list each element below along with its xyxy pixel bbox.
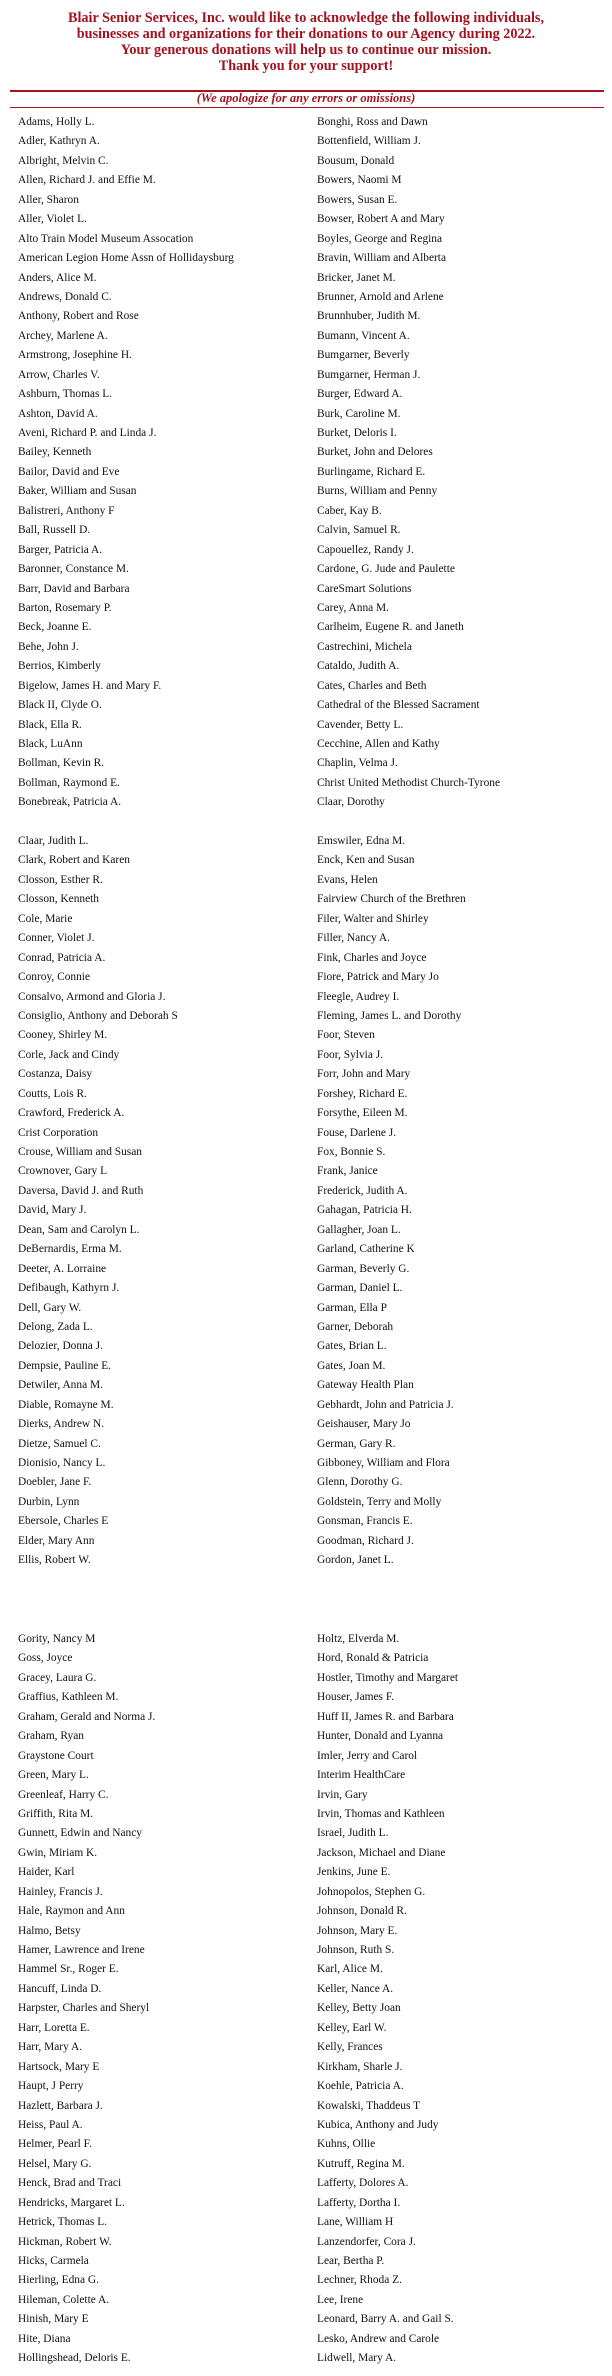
donor-name: Dean, Sam and Carolyn L. (18, 1223, 140, 1236)
donor-name: Garland, Catherine K (317, 1243, 415, 1256)
donor-name: Crownover, Gary L (18, 1165, 108, 1178)
donor-name: Karl, Alice M. (317, 1963, 383, 1976)
donor-name: Dierks, Andrew N. (18, 1418, 105, 1431)
donor-name: Bailor, David and Eve (18, 465, 120, 478)
donor-name: Henck, Brad and Traci (18, 2177, 122, 2190)
donor-name: Hunter, Donald and Lyanna (317, 1730, 444, 1743)
donor-name: Bowser, Robert A and Mary (317, 213, 445, 226)
donor-name: Hollingshead, Deloris E. (18, 2352, 131, 2365)
donor-name: Cole, Marie (18, 912, 73, 925)
donor-name: Gunnett, Edwin and Nancy (18, 1827, 143, 1840)
donor-name: Clark, Robert and Karen (18, 854, 130, 867)
donor-name: Bricker, Janet M. (317, 271, 396, 284)
donor-name: Israel, Judith L. (317, 1827, 389, 1840)
donor-name: Baker, William and Susan (18, 485, 137, 498)
donor-name: Foor, Sylvia J. (317, 1048, 383, 1061)
donor-name: Daversa, David J. and Ruth (18, 1184, 144, 1197)
donor-name: Haider, Karl (18, 1866, 75, 1879)
donor-name: Bravin, William and Alberta (317, 252, 447, 265)
donor-name: Ashton, David A. (18, 407, 98, 420)
donor-name: Hendricks, Margaret L. (18, 2196, 125, 2209)
donor-name: Cooney, Shirley M. (18, 1029, 108, 1042)
donor-name: Gates, Brian L. (317, 1340, 387, 1353)
donor-name: Helsel, Mary G. (18, 2157, 92, 2170)
donor-name: Adams, Holly L. (18, 116, 95, 128)
donor-name: Detwiler, Anna M. (18, 1379, 103, 1392)
donor-name: Gebhardt, John and Patricia J. (317, 1398, 454, 1411)
donor-name: Johnson, Mary E. (317, 1924, 398, 1937)
donor-name: Barton, Rosemary P. (18, 601, 112, 614)
donor-name: Hartsock, Mary E (18, 2060, 100, 2073)
donor-name: Burger, Edward A. (317, 388, 403, 401)
donor-name: Enck, Ken and Susan (317, 854, 415, 867)
donor-name: Bottenfield, William J. (317, 135, 421, 148)
donor-name: Gahagan, Patricia H. (317, 1204, 412, 1217)
donor-name: Ellis, Robert W. (18, 1554, 91, 1567)
donor-name: Burket, Deloris I. (317, 427, 397, 439)
donor-column-left (18, 1630, 308, 2369)
donor-name: Griffith, Rita M. (18, 1807, 94, 1820)
donor-name: Burket, John and Delores (317, 446, 433, 459)
donor-name: Foor, Steven (317, 1029, 375, 1042)
donor-name: Goodman, Richard J. (317, 1534, 414, 1547)
donor-name: Graham, Gerald and Norma J. (18, 1710, 156, 1723)
donor-name: Forsythe, Eileen M. (317, 1107, 408, 1120)
apology-note: (We apologize for any errors or omissions) (196, 91, 416, 105)
donor-name: Diable, Romayne M. (18, 1398, 114, 1411)
donor-name: Bigelow, James H. and Mary F. (18, 679, 162, 692)
donor-name: Consalvo, Armond and Gloria J. (18, 990, 166, 1003)
donor-name: Bollman, Raymond E. (18, 776, 120, 789)
donor-name: Claar, Dorothy (317, 796, 385, 809)
donor-name: Behe, John J. (18, 640, 79, 653)
donor-name: Carlheim, Eugene R. and Janeth (317, 621, 464, 634)
donor-name: Holtz, Elverda M. (317, 1633, 400, 1645)
donor-name: Lafferty, Dortha I. (317, 2196, 401, 2209)
donor-name: Lanzendorfer, Cora J. (317, 2235, 416, 2248)
donor-name: Dempsie, Pauline E. (18, 1359, 112, 1372)
donor-name: Bowers, Naomi M (317, 174, 402, 187)
donor-name: CareSmart Solutions (317, 582, 412, 595)
donor-name: Capouellez, Randy J. (317, 543, 414, 556)
donor-name: Garman, Ella P (317, 1301, 387, 1314)
donor-name: Kelly, Frances (317, 2041, 383, 2054)
donor-name: Gority, Nancy M (18, 1633, 96, 1645)
donor-name: Delozier, Donna J. (18, 1340, 103, 1353)
donor-name: Ebersole, Charles E (18, 1515, 109, 1528)
donor-name: Fleming, James L. and Dorothy (317, 1009, 462, 1022)
donor-name: Adler, Kathryn A. (18, 135, 100, 148)
donor-name: Hainley, Francis J. (18, 1885, 103, 1898)
donor-name: Frederick, Judith A. (317, 1184, 408, 1197)
donor-name: Elder, Mary Ann (18, 1534, 95, 1547)
donor-name: Bollman, Kevin R. (18, 757, 105, 770)
donor-name: Anthony, Robert and Rose (18, 310, 139, 323)
donor-name: Ashburn, Thomas L. (18, 388, 113, 401)
donor-name: Gonsman, Francis E. (317, 1515, 413, 1528)
donor-name: Lechner, Rhoda Z. (317, 2274, 402, 2287)
donor-name: Hinish, Mary E (18, 2313, 89, 2326)
donor-name: Gallagher, Joan L. (317, 1223, 401, 1236)
donor-column-right (317, 832, 607, 1571)
donor-name: Brunnhuber, Judith M. (317, 310, 421, 323)
donor-name: Graffius, Kathleen M. (18, 1691, 119, 1704)
donor-name: Hileman, Colette A. (18, 2293, 110, 2306)
donor-name: Coutts, Lois R. (18, 1087, 87, 1100)
donor-name: Caber, Kay B. (317, 504, 382, 517)
donor-name: Chaplin, Velma J. (317, 757, 398, 770)
donor-name: Bonghi, Ross and Dawn (317, 116, 428, 128)
donor-name: Gibboney, William and Flora (317, 1457, 450, 1469)
donor-name: Cates, Charles and Beth (317, 679, 427, 692)
donor-name: Baronner, Constance M. (18, 563, 129, 576)
donor-name: Barger, Patricia A. (18, 543, 103, 556)
donor-name: Forshey, Richard E. (317, 1087, 408, 1100)
donor-name: Aller, Violet L. (18, 213, 87, 226)
donor-name: Carey, Anna M. (317, 601, 390, 614)
donor-name: Lidwell, Mary A. (317, 2352, 397, 2365)
donor-name: Halmo, Betsy (18, 1924, 81, 1937)
donor-name: Emswiler, Edna M. (317, 835, 406, 847)
donor-name: Graystone Court (18, 1749, 94, 1762)
donor-name: Lane, William H (317, 2216, 394, 2229)
donor-name: Harpster, Charles and Sheryl (18, 2002, 150, 2015)
donor-name: Bowers, Susan E. (317, 193, 398, 206)
donor-name: Anders, Alice M. (18, 271, 97, 284)
donor-name: Gwin, Miriam K. (18, 1846, 98, 1859)
donor-name: Helmer, Pearl F. (18, 2138, 92, 2151)
donor-name: Gordon, Janet L. (317, 1554, 394, 1567)
donor-name: Albright, Melvin C. (18, 154, 109, 167)
donor-name: Leonard, Barry A. and Gail S. (317, 2313, 454, 2326)
donor-name: Hammel Sr., Roger E. (18, 1963, 119, 1976)
donor-name: Irvin, Thomas and Kathleen (317, 1807, 445, 1820)
donor-name: Consiglio, Anthony and Deborah S (18, 1009, 178, 1022)
donor-name: Gateway Health Plan (317, 1379, 414, 1392)
donor-name: Hierling, Edna G. (18, 2274, 99, 2287)
donor-name: Fiore, Patrick and Mary Jo (317, 971, 439, 984)
donor-name: Burk, Caroline M. (317, 407, 401, 420)
donor-name: Dietze, Samuel C. (18, 1437, 101, 1450)
donor-name: American Legion Home Assn of Hollidaysburg (18, 252, 234, 265)
donor-name: Lee, Irene (317, 2293, 364, 2306)
donor-name: David, Mary J. (18, 1204, 87, 1217)
donor-name: Conroy, Connie (18, 971, 91, 984)
donor-column-left (18, 113, 308, 813)
donor-name: Glenn, Dorothy G. (317, 1476, 403, 1489)
donor-name: Imler, Jerry and Carol (317, 1749, 418, 1762)
donor-name: Geishauser, Mary Jo (317, 1418, 411, 1431)
donor-name: Kelley, Earl W. (317, 2021, 387, 2034)
donor-name: Hicks, Carmela (18, 2255, 89, 2267)
header-line: businesses and organizations for their donations to our Agency during 2022. (76, 26, 536, 42)
donor-name: Corle, Jack and Cindy (18, 1048, 120, 1061)
donor-name: Defibaugh, Kathyrn J. (18, 1282, 120, 1295)
donor-name: Johnson, Donald R. (317, 1905, 407, 1918)
donor-name: Harr, Mary A. (18, 2041, 83, 2054)
donor-name: Cecchine, Allen and Kathy (317, 738, 440, 750)
donor-name: Hite, Diana (18, 2332, 71, 2345)
donor-name: German, Gary R. (317, 1437, 396, 1450)
donor-name: Aveni, Richard P. and Linda J. (18, 427, 157, 439)
donor-name: Castrechini, Michela (317, 640, 412, 653)
donor-name: Jenkins, June E. (317, 1866, 391, 1879)
donor-name: Bumgarner, Herman J. (317, 368, 421, 381)
donor-name: Burns, William and Penny (317, 485, 438, 498)
donor-name: Cataldo, Judith A. (317, 660, 400, 673)
donor-name: Hord, Ronald & Patricia (317, 1652, 429, 1665)
header-line: Blair Senior Services, Inc. would like to acknowledge the following individuals, (68, 10, 544, 26)
donor-name: Frank, Janice (317, 1165, 378, 1178)
donor-name: Deeter, A. Lorraine (18, 1262, 107, 1275)
donor-name: Gracey, Laura G. (18, 1671, 97, 1684)
donor-name: Delong, Zada L. (18, 1320, 93, 1333)
donor-name: Jackson, Michael and Diane (317, 1846, 446, 1859)
donor-name: Kuhns, Ollie (317, 2138, 376, 2151)
donor-name: Lafferty, Dolores A. (317, 2177, 409, 2190)
donor-name: Closson, Esther R. (18, 873, 103, 886)
donor-name: DeBernardis, Erma M. (18, 1243, 122, 1256)
donor-name: Fox, Bonnie S. (317, 1146, 386, 1158)
donor-name: Andrews, Donald C. (18, 290, 112, 303)
donor-name: Goldstein, Terry and Molly (317, 1495, 442, 1508)
donor-name: Cathedral of the Blessed Sacrament (317, 699, 480, 712)
donor-name: Kowalski, Thaddeus T (317, 2099, 421, 2112)
donor-column-left (18, 832, 308, 1571)
donor-name: Houser, James F. (317, 1691, 395, 1704)
donor-name: Haupt, J Perry (18, 2080, 84, 2093)
donor-name: Conner, Violet J. (18, 932, 95, 945)
donor-name: Crist Corporation (18, 1126, 99, 1139)
acknowledgment-header (0, 10, 612, 74)
donor-name: Interim HealthCare (317, 1769, 406, 1782)
donor-name: Green, Mary L. (18, 1769, 89, 1782)
donor-name: Kelley, Betty Joan (317, 2002, 401, 2015)
donor-name: Graham, Ryan (18, 1730, 84, 1743)
donor-name: Forr, John and Mary (317, 1068, 411, 1081)
donor-name: Garner, Deborah (317, 1320, 394, 1333)
donor-name: Costanza, Daisy (18, 1068, 93, 1081)
donor-name: Fairview Church of the Brethren (317, 893, 466, 906)
donor-name: Hancuff, Linda D. (18, 1982, 102, 1995)
donor-name: Heiss, Paul A. (18, 2118, 83, 2131)
donor-name: Garman, Daniel L. (317, 1282, 403, 1295)
donor-name: Kutruff, Regina M. (317, 2157, 405, 2170)
donor-name: Filler, Nancy A. (317, 932, 390, 945)
donor-name: Fink, Charles and Joyce (317, 951, 427, 964)
donor-name: Allen, Richard J. and Effie M. (18, 174, 156, 187)
donor-name: Kirkham, Sharle J. (317, 2060, 403, 2073)
donor-name: Evans, Helen (317, 873, 378, 886)
donor-name: Filer, Walter and Shirley (317, 912, 429, 925)
donor-name: Hazlett, Barbara J. (18, 2099, 103, 2112)
donor-name: Huff II, James R. and Barbara (317, 1710, 454, 1723)
donor-name: Burlingame, Richard E. (317, 465, 426, 478)
donor-name: Irvin, Gary (317, 1788, 368, 1801)
donor-name: Aller, Sharon (18, 193, 79, 206)
donor-name: Cavender, Betty L. (317, 718, 404, 731)
donor-name: Crawford, Frederick A. (18, 1107, 125, 1120)
donor-name: Archey, Marlene A. (18, 329, 108, 342)
donor-name: Crouse, William and Susan (18, 1146, 142, 1158)
donor-name: Hale, Raymon and Ann (18, 1905, 125, 1918)
donor-name: Hamer, Lawrence and Irene (18, 1944, 145, 1956)
donor-name: Bumgarner, Beverly (317, 349, 410, 362)
header-line: Thank you for your support! (218, 58, 394, 74)
header-line: Your generous donations will help us to continue our mission. (120, 42, 492, 58)
donor-name: Closson, Kenneth (18, 893, 99, 906)
donor-name: Calvin, Samuel R. (317, 524, 401, 537)
donor-name: Claar, Judith L. (18, 835, 89, 847)
donor-name: Koehle, Patricia A. (317, 2080, 404, 2093)
donor-name: Hickman, Robert W. (18, 2235, 112, 2248)
donor-name: Bailey, Kenneth (18, 446, 92, 459)
donor-name: Arrow, Charles V. (18, 368, 100, 381)
donor-name: Hostler, Timothy and Margaret (317, 1671, 459, 1684)
donor-name: Christ United Methodist Church-Tyrone (317, 776, 501, 789)
donor-name: Brunner, Arnold and Arlene (317, 290, 444, 303)
donor-name: Dionisio, Nancy L. (18, 1457, 106, 1469)
donor-name: Johnopolos, Stephen G. (317, 1885, 426, 1898)
donor-name: Johnson, Ruth S. (317, 1944, 395, 1956)
donor-name: Garman, Beverly G. (317, 1262, 410, 1275)
donor-name: Dell, Gary W. (18, 1301, 82, 1314)
donor-name: Bonebreak, Patricia A. (18, 796, 122, 809)
donor-name: Beck, Joanne E. (18, 621, 92, 634)
donor-name: Cardone, G. Jude and Paulette (317, 563, 455, 576)
donor-name: Durbin, Lynn (18, 1495, 80, 1508)
donor-name: Berrios, Kimberly (18, 660, 101, 673)
donor-name: Goss, Joyce (18, 1652, 73, 1665)
donor-name: Hetrick, Thomas L. (18, 2216, 107, 2229)
donor-name: Harr, Loretta E. (18, 2021, 90, 2034)
donor-name: Conrad, Patricia A. (18, 951, 106, 964)
donor-column-right (317, 113, 607, 813)
donor-name: Greenleaf, Harry C. (18, 1788, 109, 1801)
donor-name: Bousum, Donald (317, 154, 395, 167)
donor-name: Lear, Bertha P. (317, 2255, 385, 2267)
donor-name: Fleegle, Audrey I. (317, 990, 400, 1003)
donor-name: Doebler, Jane F. (18, 1476, 92, 1489)
donor-name: Lesko, Andrew and Carole (317, 2332, 440, 2345)
donor-name: Kubica, Anthony and Judy (317, 2118, 439, 2131)
donor-name: Black II, Clyde O. (18, 699, 102, 712)
donor-name: Alto Train Model Museum Assocation (18, 232, 194, 245)
donor-name: Black, LuAnn (18, 738, 83, 750)
donor-name: Keller, Nance A. (317, 1982, 394, 1995)
donor-name: Bumann, Vincent A. (317, 329, 410, 342)
donor-name: Barr, David and Barbara (18, 582, 130, 595)
donor-name: Black, Ella R. (18, 718, 82, 731)
donor-name: Ball, Russell D. (18, 524, 91, 537)
apology-divider (10, 107, 604, 108)
donor-name: Fouse, Darlene J. (317, 1126, 397, 1139)
donor-name: Balistreri, Anthony F (18, 504, 115, 517)
donor-name: Boyles, George and Regina (317, 232, 443, 245)
donor-name: Armstrong, Josephine H. (18, 349, 132, 362)
donor-name: Gates, Joan M. (317, 1359, 386, 1372)
donor-column-right (317, 1630, 607, 2369)
